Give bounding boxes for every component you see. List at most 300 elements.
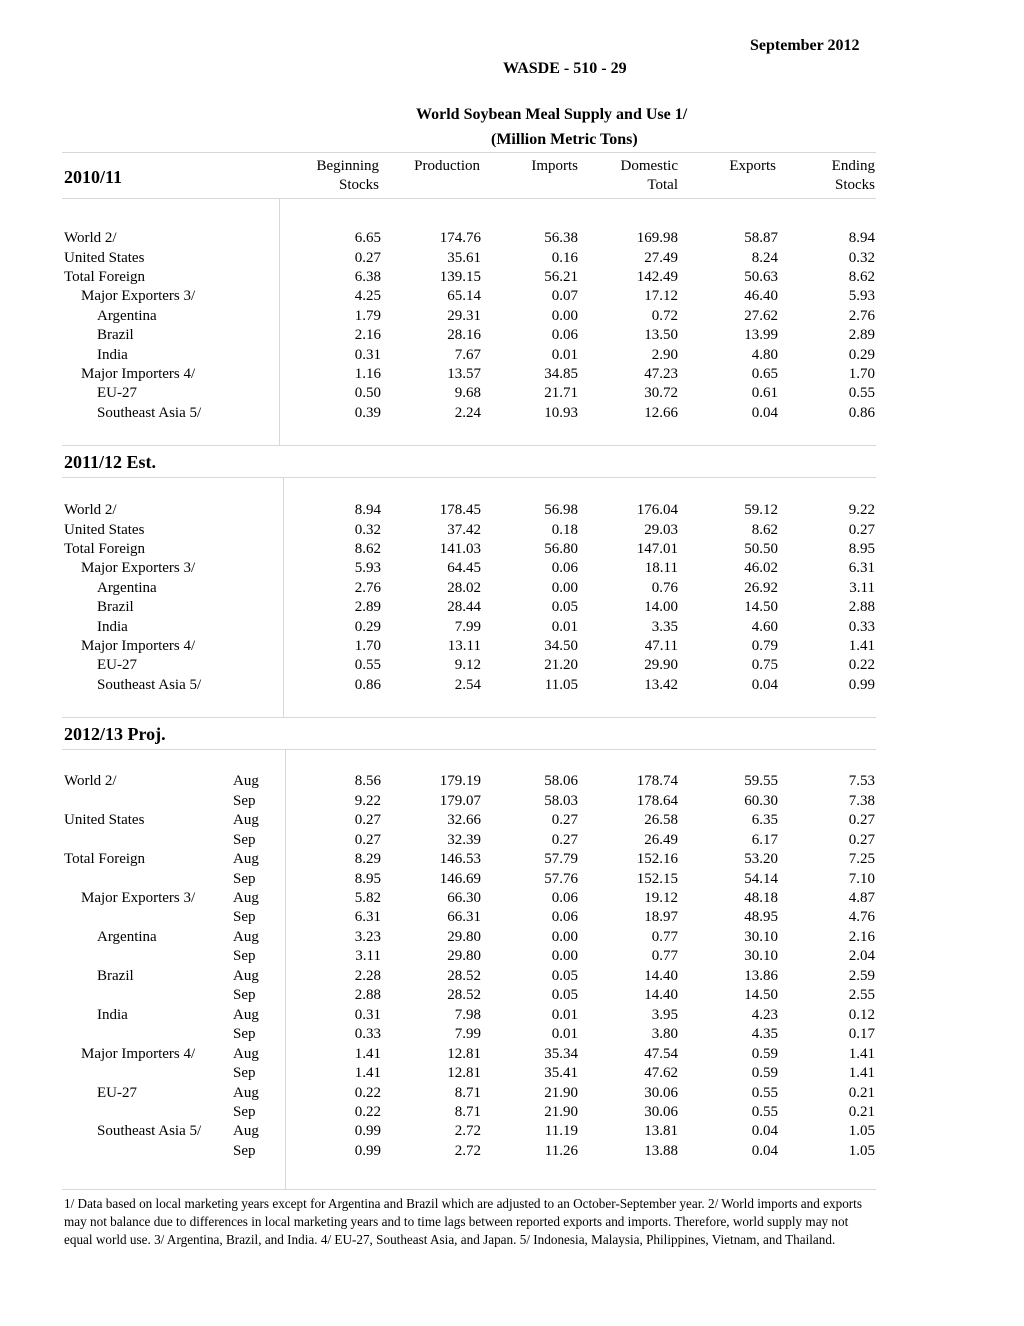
- table-row: [0, 501, 1024, 520]
- table-cell: 29.80: [447, 948, 481, 965]
- row-label: Major Exporters 3/: [81, 288, 196, 305]
- table-row: [0, 1142, 1024, 1161]
- table-cell: 0.04: [751, 1123, 778, 1140]
- table-cell: 6.35: [751, 812, 778, 829]
- table-row: [0, 1006, 1024, 1025]
- table-cell: 13.99: [744, 327, 778, 344]
- table-cell: 29.80: [447, 928, 481, 945]
- table-cell: 0.01: [551, 1026, 578, 1043]
- row-label: Argentina: [97, 579, 157, 596]
- row-label: EU-27: [97, 657, 137, 674]
- table-cell: 0.99: [354, 1123, 381, 1140]
- row-month: Sep: [233, 909, 256, 926]
- table-cell: 14.50: [744, 987, 778, 1004]
- table-cell: 56.98: [544, 502, 578, 519]
- footnote: 1/ Data based on local marketing years except for Argentina and Brazil which are adjusted to an October-September year. 2/ World imports and exports may not balance due to differences in local marketing years and to time lags between reported exports and imports. Therefore, world supply may not equal world use. 3/ Argentina, Brazil, and India. 4/ EU-27, Southeast Asia, and Japan. 5/ Indonesia, Malaysia, Philippines, Vietnam, and Thailand.: [64, 1196, 862, 1248]
- table-cell: 1.70: [848, 366, 875, 382]
- table-cell: 28.52: [447, 967, 481, 984]
- row-month: Aug: [233, 928, 259, 945]
- table-cell: 26.92: [744, 579, 778, 596]
- row-month: Aug: [233, 967, 259, 984]
- table-cell: 64.45: [447, 560, 481, 577]
- table-cell: 0.01: [551, 618, 578, 635]
- table-cell: 17.12: [644, 288, 678, 305]
- table-row: [0, 1025, 1024, 1044]
- table-cell: 178.74: [636, 773, 678, 790]
- table-cell: 66.31: [447, 909, 481, 926]
- table-cell: 0.86: [354, 676, 381, 693]
- table-cell: 4.60: [751, 618, 778, 635]
- table-cell: 14.50: [744, 599, 778, 616]
- table-cell: 59.12: [744, 502, 778, 519]
- table-cell: 27.62: [744, 307, 778, 324]
- table-cell: 8.56: [354, 773, 381, 790]
- table-cell: 0.32: [354, 521, 381, 538]
- section-title-2011-12: 2011/12 Est.: [64, 452, 157, 472]
- table-cell: 13.81: [644, 1123, 678, 1140]
- table-cell: 0.22: [354, 1103, 381, 1120]
- table-cell: 0.99: [354, 1142, 381, 1159]
- col-header-exports: [690, 157, 776, 176]
- table-cell: 14.40: [644, 967, 678, 984]
- table-cell: 2.28: [354, 967, 381, 984]
- table-cell: 9.12: [454, 657, 481, 674]
- table-cell: 0.27: [354, 249, 381, 266]
- row-label: Argentina: [97, 928, 157, 945]
- table-cell: 178.45: [439, 502, 481, 519]
- table-row: [0, 1064, 1024, 1083]
- table-cell: 0.31: [354, 1006, 381, 1023]
- table-cell: 13.50: [644, 327, 678, 344]
- row-label: India: [97, 1006, 128, 1023]
- table-cell: 29.31: [447, 307, 481, 324]
- table-cell: 47.54: [644, 1045, 678, 1062]
- table-cell: 0.99: [848, 676, 875, 693]
- col-header-line2: Stocks: [834, 177, 875, 193]
- row-month: Sep: [233, 948, 256, 965]
- table-title: World Soybean Meal Supply and Use 1/: [416, 106, 688, 123]
- row-month: Sep: [233, 870, 256, 887]
- table-cell: 4.87: [848, 890, 875, 906]
- table-cell: 0.27: [848, 812, 875, 829]
- table-cell: 0.12: [848, 1006, 875, 1023]
- table-cell: 11.19: [544, 1123, 578, 1140]
- table-cell: 13.86: [744, 967, 778, 984]
- table-cell: 3.11: [849, 579, 875, 596]
- table-cell: 0.00: [551, 307, 578, 324]
- table-cell: 0.00: [551, 579, 578, 596]
- table-cell: 0.07: [551, 288, 578, 305]
- table-cell: 8.62: [751, 521, 778, 538]
- table-cell: 146.53: [439, 851, 481, 868]
- table-cell: 14.00: [644, 599, 678, 616]
- table-bottom-rule: [62, 1189, 876, 1190]
- table-cell: 9.22: [848, 502, 875, 519]
- table-cell: 4.23: [751, 1006, 778, 1023]
- row-label: Major Exporters 3/: [81, 890, 196, 906]
- col-header-line1: Exports: [729, 158, 776, 174]
- section-rule-2011-bottom: [62, 477, 876, 478]
- table-cell: 0.06: [551, 327, 578, 344]
- table-cell: 35.61: [447, 249, 481, 266]
- table-cell: 3.80: [651, 1026, 678, 1043]
- table-cell: 7.67: [454, 346, 481, 363]
- row-label: United States: [64, 812, 145, 829]
- row-label: Major Importers 4/: [81, 366, 196, 382]
- table-row: [0, 579, 1024, 598]
- table-cell: 0.27: [354, 831, 381, 848]
- table-cell: 0.01: [551, 346, 578, 363]
- row-month: Aug: [233, 773, 259, 790]
- table-cell: 8.24: [751, 249, 778, 266]
- table-cell: 0.27: [848, 831, 875, 848]
- table-cell: 0.04: [751, 404, 778, 421]
- table-cell: 27.49: [644, 249, 678, 266]
- table-cell: 56.21: [544, 269, 578, 285]
- table-cell: 0.31: [354, 346, 381, 363]
- table-cell: 152.15: [636, 870, 678, 887]
- table-cell: 30.10: [744, 928, 778, 945]
- table-cell: 53.20: [744, 851, 778, 868]
- table-cell: 3.95: [651, 1006, 678, 1023]
- table-cell: 0.61: [751, 385, 778, 402]
- col-header-line1: Imports: [531, 158, 578, 174]
- table-row: [0, 986, 1024, 1005]
- table-cell: 26.49: [644, 831, 678, 848]
- table-cell: 146.69: [439, 870, 481, 887]
- table-cell: 13.57: [447, 366, 481, 382]
- table-row: [0, 404, 1024, 423]
- table-cell: 1.41: [354, 1065, 381, 1082]
- table-row: [0, 889, 1024, 908]
- col-header-production: [390, 157, 480, 176]
- table-cell: 0.59: [751, 1065, 778, 1082]
- table-row: [0, 521, 1024, 540]
- row-label: Argentina: [97, 307, 157, 324]
- table-cell: 0.29: [848, 346, 875, 363]
- table-cell: 0.16: [551, 249, 578, 266]
- table-row: [0, 229, 1024, 248]
- table-cell: 2.59: [848, 967, 875, 984]
- table-cell: 8.94: [354, 502, 381, 519]
- table-row: [0, 559, 1024, 578]
- table-cell: 8.71: [454, 1084, 481, 1101]
- table-cell: 35.41: [544, 1065, 578, 1082]
- table-cell: 2.04: [848, 948, 875, 965]
- row-month: Aug: [233, 851, 259, 868]
- table-cell: 0.18: [551, 521, 578, 538]
- row-label: India: [97, 618, 128, 635]
- table-cell: 28.02: [447, 579, 481, 596]
- table-cell: 4.35: [751, 1026, 778, 1043]
- table-cell: 58.06: [544, 773, 578, 790]
- table-cell: 1.79: [354, 307, 381, 324]
- section-rule-2012-bottom: [62, 749, 876, 750]
- col-header-line2: Stocks: [338, 177, 379, 193]
- col-header-line1: Ending: [831, 158, 875, 174]
- table-cell: 32.66: [447, 812, 481, 829]
- table-cell: 7.25: [848, 851, 875, 868]
- table-cell: 28.52: [447, 987, 481, 1004]
- table-cell: 58.03: [544, 792, 578, 809]
- table-cell: 0.00: [551, 948, 578, 965]
- row-label: Major Exporters 3/: [81, 560, 196, 577]
- table-cell: 54.14: [744, 870, 778, 887]
- table-cell: 46.40: [744, 288, 778, 305]
- table-cell: 1.05: [848, 1142, 875, 1159]
- table-cell: 152.16: [636, 851, 678, 868]
- table-cell: 3.11: [355, 948, 381, 965]
- table-cell: 0.72: [651, 307, 678, 324]
- table-cell: 8.95: [354, 870, 381, 887]
- table-cell: 56.38: [544, 230, 578, 247]
- row-month: Sep: [233, 1103, 256, 1120]
- table-cell: 2.16: [848, 928, 875, 945]
- row-month: Aug: [233, 1006, 259, 1023]
- header-bottom-rule: [62, 198, 876, 199]
- table-cell: 0.22: [848, 657, 875, 674]
- table-cell: 176.04: [636, 502, 678, 519]
- table-cell: 32.39: [447, 831, 481, 848]
- row-label: EU-27: [97, 385, 137, 402]
- table-cell: 2.72: [454, 1142, 481, 1159]
- table-row: [0, 598, 1024, 617]
- table-cell: 6.38: [354, 269, 381, 285]
- table-row: [0, 365, 1024, 384]
- table-row: [0, 1122, 1024, 1141]
- row-label: Total Foreign: [64, 541, 146, 557]
- table-cell: 21.20: [544, 657, 578, 674]
- table-cell: 56.80: [544, 541, 578, 557]
- table-cell: 6.31: [848, 560, 875, 577]
- table-cell: 7.10: [848, 870, 875, 887]
- table-cell: 7.99: [454, 618, 481, 635]
- table-row: [0, 540, 1024, 559]
- table-row: [0, 346, 1024, 365]
- table-cell: 2.76: [848, 307, 875, 324]
- table-cell: 21.90: [544, 1084, 578, 1101]
- col-header-ending-stocks: [790, 157, 875, 195]
- table-cell: 1.41: [848, 638, 875, 654]
- table-cell: 58.87: [744, 230, 778, 247]
- table-row: [0, 947, 1024, 966]
- row-month: Aug: [233, 1045, 259, 1062]
- row-label: Southeast Asia 5/: [97, 404, 202, 421]
- table-cell: 47.11: [644, 638, 678, 654]
- table-cell: 0.21: [848, 1103, 875, 1120]
- table-cell: 4.80: [751, 346, 778, 363]
- table-cell: 0.76: [651, 579, 678, 596]
- table-cell: 0.27: [551, 831, 578, 848]
- table-cell: 34.85: [544, 366, 578, 382]
- table-row: [0, 287, 1024, 306]
- table-cell: 0.04: [751, 676, 778, 693]
- table-row: [0, 811, 1024, 830]
- table-cell: 139.15: [439, 269, 481, 285]
- table-cell: 2.16: [354, 327, 381, 344]
- table-cell: 174.76: [439, 230, 481, 247]
- table-cell: 147.01: [636, 541, 678, 557]
- table-cell: 30.06: [644, 1103, 678, 1120]
- table-cell: 30.06: [644, 1084, 678, 1101]
- table-cell: 14.40: [644, 987, 678, 1004]
- table-cell: 1.70: [354, 638, 381, 654]
- table-cell: 11.26: [544, 1142, 578, 1159]
- table-cell: 2.55: [848, 987, 875, 1004]
- table-row: [0, 1084, 1024, 1103]
- table-cell: 2.90: [651, 346, 678, 363]
- col-header-line1: Production: [414, 158, 480, 174]
- table-cell: 0.33: [354, 1026, 381, 1043]
- table-cell: 2.54: [454, 676, 481, 693]
- table-row: [0, 1103, 1024, 1122]
- row-month: Sep: [233, 1142, 256, 1159]
- table-row: [0, 268, 1024, 287]
- table-cell: 0.05: [551, 599, 578, 616]
- table-cell: 0.50: [354, 385, 381, 402]
- table-cell: 26.58: [644, 812, 678, 829]
- table-cell: 2.76: [354, 579, 381, 596]
- table-row: [0, 870, 1024, 889]
- table-cell: 65.14: [447, 288, 481, 305]
- table-row: [0, 831, 1024, 850]
- row-label: Brazil: [97, 599, 134, 616]
- table-cell: 19.12: [644, 890, 678, 906]
- row-label: Southeast Asia 5/: [97, 676, 202, 693]
- table-cell: 0.55: [354, 657, 381, 674]
- table-cell: 0.55: [848, 385, 875, 402]
- table-cell: 57.79: [544, 851, 578, 868]
- table-cell: 3.35: [651, 618, 678, 635]
- report-date: September 2012: [750, 37, 860, 54]
- row-label: World 2/: [64, 502, 117, 519]
- table-cell: 0.17: [848, 1026, 875, 1043]
- col-header-line2: Total: [647, 177, 678, 193]
- table-cell: 9.22: [354, 792, 381, 809]
- table-cell: 5.93: [354, 560, 381, 577]
- row-month: Sep: [233, 831, 256, 848]
- row-label: Total Foreign: [64, 269, 146, 285]
- table-cell: 8.62: [354, 541, 381, 557]
- table-cell: 47.62: [644, 1065, 678, 1082]
- table-cell: 4.76: [848, 909, 875, 926]
- row-month: Sep: [233, 792, 256, 809]
- section-rule-2011-top: [62, 445, 876, 446]
- table-cell: 21.90: [544, 1103, 578, 1120]
- table-cell: 2.88: [354, 987, 381, 1004]
- table-cell: 0.21: [848, 1084, 875, 1101]
- table-cell: 8.95: [848, 541, 875, 557]
- table-cell: 4.25: [354, 288, 381, 305]
- col-header-imports: [490, 157, 578, 176]
- table-cell: 0.29: [354, 618, 381, 635]
- table-cell: 1.41: [848, 1045, 875, 1062]
- table-cell: 57.76: [544, 870, 578, 887]
- row-label: Brazil: [97, 967, 134, 984]
- table-cell: 179.19: [439, 773, 481, 790]
- table-cell: 5.82: [354, 890, 381, 906]
- row-label: United States: [64, 249, 145, 266]
- table-cell: 9.68: [454, 385, 481, 402]
- table-cell: 1.16: [354, 366, 381, 382]
- table-row: [0, 326, 1024, 345]
- table-cell: 2.89: [354, 599, 381, 616]
- section-title-2010-11: 2010/11: [64, 167, 123, 187]
- table-cell: 0.06: [551, 909, 578, 926]
- col-header-line1: Beginning: [316, 158, 379, 174]
- col-header-domestic-total: [590, 157, 678, 195]
- row-label: World 2/: [64, 230, 117, 247]
- row-month: Sep: [233, 987, 256, 1004]
- table-row: [0, 618, 1024, 637]
- table-cell: 50.63: [744, 269, 778, 285]
- table-cell: 29.90: [644, 657, 678, 674]
- table-cell: 0.59: [751, 1045, 778, 1062]
- table-cell: 29.03: [644, 521, 678, 538]
- row-month: Aug: [233, 1084, 259, 1101]
- table-cell: 6.31: [354, 909, 381, 926]
- table-cell: 47.23: [644, 366, 678, 382]
- table-cell: 0.55: [751, 1084, 778, 1101]
- table-cell: 35.34: [544, 1045, 578, 1062]
- table-cell: 8.94: [848, 230, 875, 247]
- table-row: [0, 656, 1024, 675]
- table-cell: 0.79: [751, 638, 778, 654]
- table-cell: 60.30: [744, 792, 778, 809]
- table-cell: 13.88: [644, 1142, 678, 1159]
- table-cell: 7.99: [454, 1026, 481, 1043]
- row-label: Major Importers 4/: [81, 1045, 196, 1062]
- table-cell: 1.41: [848, 1065, 875, 1082]
- table-cell: 13.11: [447, 638, 481, 654]
- table-cell: 0.27: [354, 812, 381, 829]
- table-cell: 0.04: [751, 1142, 778, 1159]
- table-cell: 2.72: [454, 1123, 481, 1140]
- row-label: United States: [64, 521, 145, 538]
- table-cell: 0.05: [551, 967, 578, 984]
- table-row: [0, 772, 1024, 791]
- table-cell: 11.05: [544, 676, 578, 693]
- table-cell: 179.07: [439, 792, 481, 809]
- header-top-rule: [62, 152, 876, 153]
- section-rule-2012-top: [62, 717, 876, 718]
- table-row: [0, 384, 1024, 403]
- table-cell: 0.22: [354, 1084, 381, 1101]
- row-label: EU-27: [97, 1084, 137, 1101]
- table-cell: 34.50: [544, 638, 578, 654]
- row-label: Major Importers 4/: [81, 638, 196, 654]
- table-cell: 0.32: [848, 249, 875, 266]
- table-cell: 1.05: [848, 1123, 875, 1140]
- table-cell: 8.62: [848, 269, 875, 285]
- row-month: Aug: [233, 812, 259, 829]
- table-cell: 0.00: [551, 928, 578, 945]
- table-cell: 0.06: [551, 890, 578, 906]
- table-cell: 7.38: [848, 792, 875, 809]
- row-label: India: [97, 346, 128, 363]
- table-cell: 6.65: [354, 230, 381, 247]
- table-cell: 10.93: [544, 404, 578, 421]
- table-cell: 0.39: [354, 404, 381, 421]
- row-month: Aug: [233, 1123, 259, 1140]
- table-cell: 30.10: [744, 948, 778, 965]
- table-cell: 0.86: [848, 404, 875, 421]
- row-label: Southeast Asia 5/: [97, 1123, 202, 1140]
- table-row: [0, 928, 1024, 947]
- row-label: Total Foreign: [64, 851, 146, 868]
- table-row: [0, 307, 1024, 326]
- table-cell: 12.81: [447, 1045, 481, 1062]
